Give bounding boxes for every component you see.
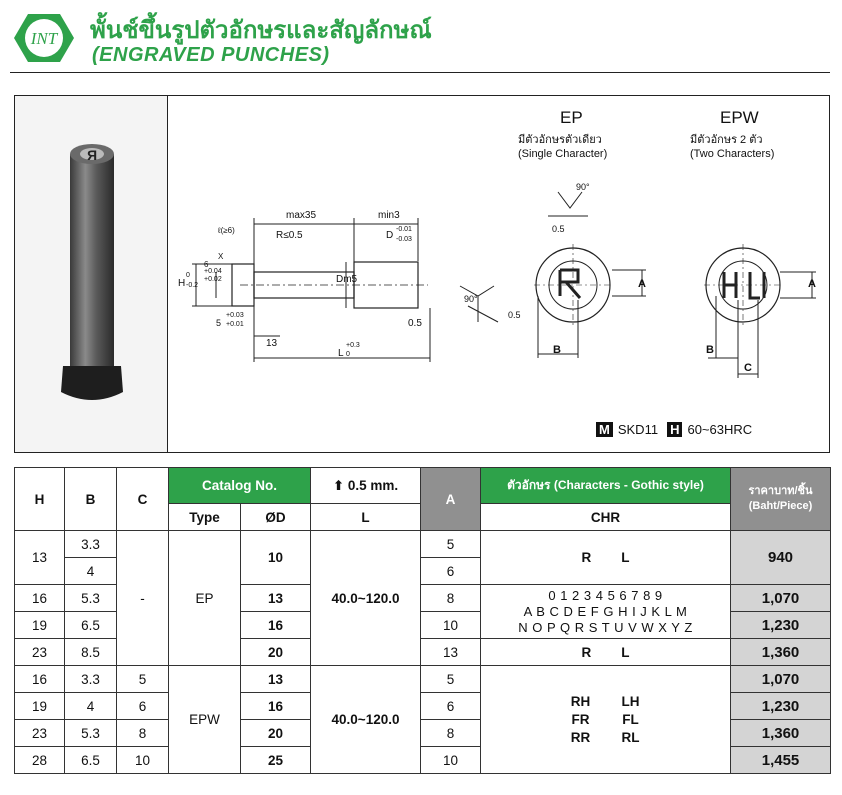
chr-pair: FR bbox=[571, 711, 590, 727]
chr-pair: LH bbox=[621, 693, 640, 709]
cell-h: 28 bbox=[15, 747, 65, 774]
dim-0-5: 0.5 bbox=[408, 318, 422, 329]
dim-x: X bbox=[218, 252, 224, 261]
col-catalog: Catalog No. bbox=[169, 468, 311, 504]
col-a: A bbox=[421, 468, 481, 531]
cell-a: 10 bbox=[421, 612, 481, 639]
cell-a: 8 bbox=[421, 585, 481, 612]
chr-pair: RH bbox=[570, 693, 591, 709]
cell-c: 10 bbox=[117, 747, 169, 774]
cell-b: 5.3 bbox=[65, 720, 117, 747]
dim-L-lower: 0 bbox=[346, 351, 350, 358]
cell-a: 10 bbox=[421, 747, 481, 774]
cell-a: 8 bbox=[421, 720, 481, 747]
cell-chr: R L bbox=[481, 531, 731, 585]
cell-b: 6.5 bbox=[65, 747, 117, 774]
dim-five-lower: +0.01 bbox=[226, 321, 244, 328]
cell-type: EP bbox=[169, 531, 241, 666]
cell-d: 16 bbox=[241, 612, 311, 639]
col-c: C bbox=[117, 468, 169, 531]
cell-c: 8 bbox=[117, 720, 169, 747]
page-title-thai: พั้นช์ขึ้นรูปตัวอักษรและสัญลักษณ์ bbox=[90, 17, 432, 44]
cell-d: 20 bbox=[241, 720, 311, 747]
hardness-value: 60~63HRC bbox=[687, 422, 753, 437]
dim-0-5-ep: 0.5 bbox=[552, 224, 565, 234]
svg-text:R: R bbox=[86, 147, 98, 163]
cell-price: 940 bbox=[731, 531, 831, 585]
price-th: ราคาบาท/ชิ้น bbox=[748, 485, 813, 497]
cell-chr-set bbox=[481, 585, 731, 639]
cell-l: 40.0~120.0 bbox=[311, 531, 421, 666]
cell-h: 23 bbox=[15, 639, 65, 666]
cell-price: 1,230 bbox=[731, 693, 831, 720]
epw-thai-desc: มีตัวอักษร 2 ตัว bbox=[690, 134, 763, 146]
cell-chr: R L bbox=[481, 639, 731, 666]
cell-type: EPW bbox=[169, 666, 241, 774]
dim-0-5-tip: 0.5 bbox=[508, 310, 521, 320]
cell-b: 3.3 bbox=[65, 666, 117, 693]
cell-b: 6.5 bbox=[65, 612, 117, 639]
cell-b: 4 bbox=[65, 558, 117, 585]
cell-chr-pairs bbox=[481, 666, 731, 774]
col-type: Type bbox=[169, 504, 241, 531]
cell-c: 5 bbox=[117, 666, 169, 693]
cell-d: 20 bbox=[241, 639, 311, 666]
cell-a: 13 bbox=[421, 639, 481, 666]
cell-l: 40.0~120.0 bbox=[311, 666, 421, 774]
dim-h-upper: 0 bbox=[186, 272, 190, 279]
page-title-english: (ENGRAVED PUNCHES) bbox=[92, 44, 330, 66]
col-chr: CHR bbox=[481, 504, 731, 531]
cell-c: - bbox=[117, 531, 169, 666]
chr-pair: RR bbox=[570, 729, 591, 745]
dim-l-ge6: ℓ(≥6) bbox=[218, 226, 235, 235]
cell-d: 10 bbox=[241, 531, 311, 585]
cell-b: 3.3 bbox=[65, 531, 117, 558]
col-step bbox=[311, 468, 421, 504]
cell-h: 19 bbox=[15, 612, 65, 639]
col-h: H bbox=[15, 468, 65, 531]
step-label: 0.5 mm. bbox=[347, 477, 399, 493]
cell-a: 5 bbox=[421, 666, 481, 693]
dim-d-upper: -0.01 bbox=[396, 226, 412, 233]
cell-a: 5 bbox=[421, 531, 481, 558]
ep-english-desc: (Single Character) bbox=[518, 148, 608, 160]
dim-C-epw: C bbox=[744, 362, 752, 374]
cell-b: 4 bbox=[65, 693, 117, 720]
cell-d: 13 bbox=[241, 585, 311, 612]
dim-six: 6 bbox=[204, 260, 209, 269]
cell-price: 1,070 bbox=[731, 585, 831, 612]
material-value: SKD11 bbox=[617, 422, 659, 437]
chr-digits: 0 1 2 3 4 5 6 7 8 9 bbox=[548, 587, 663, 603]
dim-A-epw: A bbox=[808, 278, 816, 290]
cell-a: 6 bbox=[421, 558, 481, 585]
dim-min3: min3 bbox=[378, 210, 400, 221]
dim-L: L bbox=[338, 348, 344, 359]
cell-b: 8.5 bbox=[65, 639, 117, 666]
dim-six-lower: +0.02 bbox=[204, 276, 222, 283]
col-b: B bbox=[65, 468, 117, 531]
table-row bbox=[15, 666, 831, 693]
cell-b: 5.3 bbox=[65, 585, 117, 612]
cell-h: 16 bbox=[15, 666, 65, 693]
cell-price: 1,455 bbox=[731, 747, 831, 774]
col-price bbox=[731, 468, 831, 531]
table-row bbox=[15, 531, 831, 558]
col-characters: ตัวอักษร (Characters - Gothic style) bbox=[481, 468, 731, 504]
cell-price: 1,360 bbox=[731, 639, 831, 666]
cell-c: 6 bbox=[117, 693, 169, 720]
cell-price: 1,230 bbox=[731, 612, 831, 639]
chr-pair: RL bbox=[621, 729, 640, 745]
dim-h: H bbox=[178, 278, 186, 289]
svg-text:INT: INT bbox=[30, 29, 58, 48]
ep-thai-desc: มีตัวอักษรตัวเดียว bbox=[518, 134, 602, 146]
dim-A-ep: A bbox=[638, 278, 646, 290]
cell-d: 16 bbox=[241, 693, 311, 720]
dim-90-tip: 90° bbox=[464, 294, 478, 304]
dim-90-ep: 90° bbox=[576, 182, 590, 192]
col-od: ØD bbox=[241, 504, 311, 531]
dim-five-upper: +0.03 bbox=[226, 312, 244, 319]
header-rule bbox=[10, 72, 830, 73]
cell-price: 1,070 bbox=[731, 666, 831, 693]
cell-h: 19 bbox=[15, 693, 65, 720]
cell-a: 6 bbox=[421, 693, 481, 720]
chr-letters-2: N O P Q R S T U V W X Y Z bbox=[518, 619, 693, 635]
dim-max35: max35 bbox=[286, 210, 317, 221]
epw-english-desc: (Two Characters) bbox=[690, 148, 775, 160]
figure-panel bbox=[14, 95, 830, 453]
dim-dm5: Dm5 bbox=[336, 274, 358, 285]
dim-B-ep: B bbox=[553, 344, 561, 356]
dim-radius: R≤0.5 bbox=[276, 230, 303, 241]
material-spec bbox=[596, 422, 752, 437]
dim-five: 5 bbox=[216, 318, 222, 328]
dim-h-lower: -0.2 bbox=[186, 282, 199, 289]
chr-pair: FL bbox=[622, 711, 639, 727]
dim-B-epw: B bbox=[706, 344, 714, 356]
epw-code: EPW bbox=[720, 108, 759, 127]
dim-13: 13 bbox=[266, 338, 278, 349]
cell-price: 1,360 bbox=[731, 720, 831, 747]
cell-h: 23 bbox=[15, 720, 65, 747]
dim-L-upper: +0.3 bbox=[346, 342, 360, 349]
int-logo bbox=[12, 12, 76, 64]
dim-d-lower: -0.03 bbox=[396, 236, 412, 243]
cell-h: 13 bbox=[15, 531, 65, 585]
spec-table bbox=[14, 467, 831, 774]
arrow-up-icon: ⬆ bbox=[332, 477, 345, 493]
dim-six-upper: +0.04 bbox=[204, 268, 222, 275]
cell-h: 16 bbox=[15, 585, 65, 612]
ep-code: EP bbox=[560, 108, 583, 127]
technical-drawing bbox=[168, 96, 829, 452]
cell-d: 25 bbox=[241, 747, 311, 774]
hardness-label: H bbox=[667, 422, 682, 437]
price-en: (Baht/Piece) bbox=[748, 500, 813, 512]
col-l: L bbox=[311, 504, 421, 531]
material-label: M bbox=[596, 422, 613, 437]
dim-d: D bbox=[386, 230, 394, 241]
chr-letters-1: A B C D E F G H I J K L M bbox=[523, 603, 688, 619]
cell-d: 13 bbox=[241, 666, 311, 693]
punch-photo bbox=[15, 96, 168, 452]
